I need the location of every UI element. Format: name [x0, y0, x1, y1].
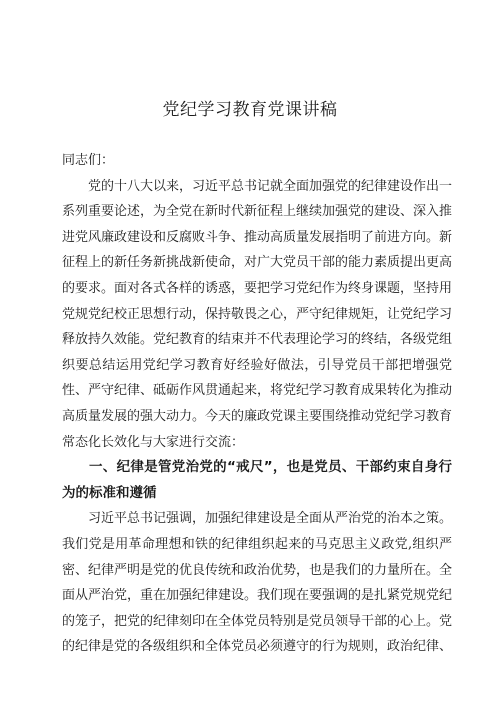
section-paragraph: 习近平总书记强调，加强纪律建设是全面从严治党的治本之策。我们党是用革命理想和铁的纪律组织起来的马克思主义政党,组织严密、纪律严明是党的优良传统和政治优势，也是我们的力量所在。全面从严治党，重在加强纪律建设。我们现在要强调的是扎紧党规党纪的笼子，把党的纪律刻印在全体党员特别是党员领导干部的心上。党的纪律是党的各级组织和全体党员必须遵守的行为规则，政治纪律、 [62, 511, 453, 655]
salutation: 同志们： [62, 153, 115, 168]
intro-paragraph: 党的十八大以来，习近平总书记就全面加强党的纪律建设作出一系列重要论述，为全党在新时代新征程上继续加强党的建设、深入推进党风廉政建设和反腐败斗争、推动高质量发展指明了前进方向。新征程上的新任务新挑战新使命，对广大党员干部的能力素质提出更高的要求。面对各式各样的诱惑，要把学习党纪作为终身课题，坚持用党规党纪校正思想行动，保持敬畏之心，严守纪律规矩，让党纪学习释放持久效能。党纪教育的结束并不代表理论学习的终结，各级党组织要总结运用党纪学习教育好经验好做法，引导党员干部把增强党性、严守纪律、砥砺作风贯通起来，将党纪学习教育成果转化为推动高质量发展的强大动力。今天的廉政党课主要围绕推动党纪学习教育常态化长效化与大家进行交流： [62, 178, 453, 450]
document-body [62, 148, 452, 660]
document-title: 党纪学习教育党课讲稿 [162, 100, 338, 120]
section-heading: 一、纪律是管党治党的“戒尺”，也是党员、干部约束自身行为的标准和遵循 [62, 459, 452, 501]
